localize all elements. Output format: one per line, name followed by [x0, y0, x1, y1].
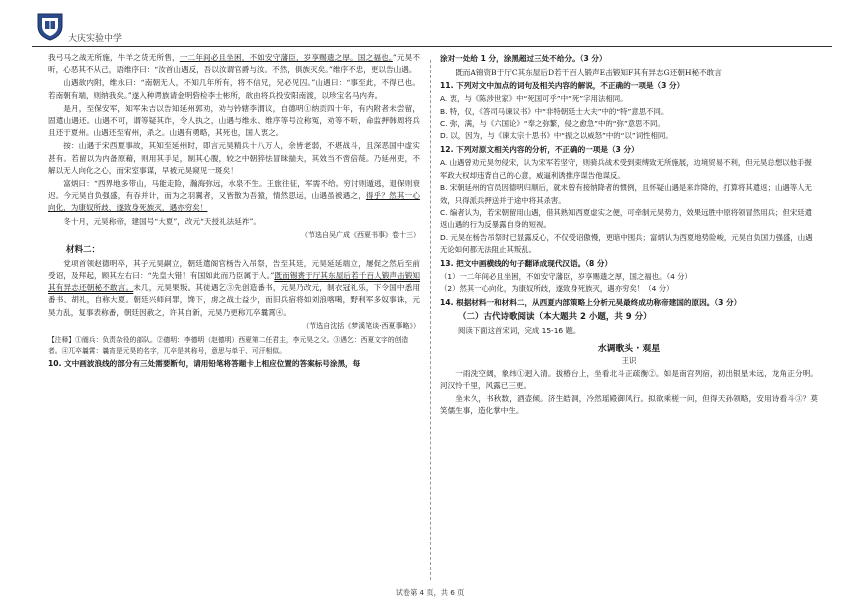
section-instruction: 阅读下面这首宋词，完成 15-16 题。 [458, 326, 581, 336]
footnotes: 【注释】①阍兵：负责杂役的部队。②德明：李德明（赵德明）西夏第二任君主，李元昊之父。③遇乞：西夏文字的创造者。④兀卒曩霄：曩宵是元昊的名字，兀卒是其称号，意思与单于、可汗相似。 [48, 335, 409, 355]
question-10-cont: 涂对一处给 1 分，涂黑超过三处不给分。（3 分） [440, 54, 607, 63]
passage-paragraph: 富炳曰：“西界地多带山，马能走险，瀚海弥远，水泉不生。王旅往征，军需不给。穷讨则遁逃，退保则衰迟。今元昊自负强盛，有吞并计，而为之羽翼者，又皆散为吾猿，情然思运，山遇虽被遇之，得乎？然其一心向化，为康奴所歧，遂致身死族灭，遇亦穷矣！ [48, 179, 421, 213]
question-10-sentence: 既而A锦资B于厅C其东屋后D若干百人锻声E击锻知F其有异志G还朝H秘不敢言 [455, 67, 722, 77]
option: C. 弥，满，与《六国论》“奉之弥繁，侵之愈急”中的“弥”意思不同。 [440, 119, 665, 129]
passage-paragraph: 党项首领赵德明卒，其子元昊嗣立，朝廷遣阁官杨告入吊祭，告至其廷，元昊延延端立，屡促之然后至前受诏，及拜起，顾其左右曰：“先皇大错！有国如此而乃臣属于人。”既而锡赉于厅其东屋后若千百人锻声击锻知其有异志还朝秘不敢言。未几，元昊果叛。其徒遇乞③先创造番书，元昊乃改元，制衣冠礼乐，下令国中悉用番书、胡礼，自称大夏。朝廷兴师问罪，馋下，虏之战士益少，而旧兵宿将如刘浪喀噶，野利军多奴事诛，元昊力乱，复事表称番，朝廷因赦之，许其自新，元昊乃更称兀卒曩霄④。 [48, 258, 421, 317]
option: B. 宋朝延州的官员因德明归顺后，就未曾有接纳降者的惯例，且怀疑山遇是来诈降的，打算将其遣返；山遇等人无效，只得派兵押送并于途中将其杀害。 [440, 183, 812, 205]
question-10: 10. 文中画波浪线的部分有三处需要断句，请用铅笔将答题卡上相应位置的答案标号涂黑，每 [48, 358, 361, 368]
left-column [48, 52, 420, 371]
poem-title: 水调歌头 · 观星 [597, 343, 661, 354]
source-citation: （节选自沈括《梦溪笔谈·西夏事略》） [302, 321, 420, 330]
option: A. 衷，与《陈涉世家》中“死国可乎”中“死”字用法相同。 [440, 94, 628, 104]
page-header [32, 6, 832, 48]
source-citation: （节选自吴广成《西夏书事》卷十三） [301, 230, 420, 239]
passage-paragraph: 是月，至保安军，知军朱吉以告知延州郭劝，劝与钤辖李渭议，自德明①纳贡四十年，有内附者未尝留，固遣山遇还。山遇不可，谓等疑其诈，令人执之，山遇与维永、维序等号泣称冤，劝等不听，命监押韩周将兵且还于夏州。山遇还至宥州，杀之。山遇有勇略，其死也，国人衷之。 [48, 103, 420, 138]
school-logo [32, 6, 68, 42]
passage-paragraph: 山遇欲内附，维永曰：“南朝无人，不知几年所有，将不信兄，兄必见囚。”山遇曰：“事至此，不得已也。若南朝有端，则纳我矣。”遂入种谔族请金明砦检李士彬所，欲由将兵投安阳南渡，以珍宝名马内奔。 [48, 78, 420, 100]
sub-question: （2）然其一心向化，为康奴所歧，遂致身死族灭，遇亦穷矣！（4 分） [440, 284, 674, 294]
section-heading: （二）古代诗歌阅读（本大题共 2 小题，共 9 分） [458, 312, 652, 323]
option: A. 山遇曾劝元昊勿侵宋，认为宋军若坚守，则骑兵战术受到束缚致无所施展，边境贸易不利，但元昊总想以他手握军政大权却违背自己的心意，威逼利诱推序谋告他谋反。 [440, 158, 812, 180]
passage-paragraph: 我弓马之战无所施，牛羊之货无所售，一二年间必且坐困，不如安守藩臣，岁享赐遗之厚。国之福也。”元昊不听，心恶其不从己，语维序曰：“汝首山遇反，吾以汝谓官爵与汝。不然，俱族灭矣。”维序不忠，更以告山遇。 [48, 53, 421, 75]
option: D. 元昊在杨告吊祭时已显露反心，不仅受诏傲慢，更暗中囤兵；富炳认为西夏地势险峻，元昊自负国力强盛，山遇无论如何都无法阻止其叛乱。 [440, 232, 813, 255]
poem-author: 王识 [621, 355, 637, 365]
material-heading: 材料二： [66, 244, 101, 255]
school-name: 大庆实验中学 [68, 33, 123, 43]
passage-paragraph: 冬十月，元昊称帝，建国号“大夏”，改元“天授礼法延祚”。 [63, 216, 261, 226]
question-12: 12. 下列对原文相关内容的分析，不正确的一项是（3 分） [440, 144, 639, 154]
page-footer: 试卷第 4 页，共 6 页 [395, 588, 465, 597]
question-13: 13. 把文中画横线的句子翻译成现代汉语。（8 分） [440, 258, 613, 268]
poem-stanza: 坐未久，书秋数，酒壶倾。济生皓洞，冷然瑶殿御风行。拟欲乘槎一问，但得天孙领略，安用诗看斗③？莫笑儒生事，造化掌中生。 [440, 394, 818, 416]
option: D. 以，因为，与《谏太宗十思书》中“振之以威怒”中的“以”词性相同。 [440, 131, 673, 141]
sub-question: （1）一二年间必且坐困，不如安守藩臣，岁享赐遗之厚，国之福也。（4 分） [440, 272, 692, 282]
option: C. 编者认为，若宋朝留用山遇，借其熟知西夏虚实之便，可牵制元昊势力，效果远胜中原将领冒然用兵；但宋廷遣返山遇的行为反暴露自身的短视。 [440, 207, 813, 230]
right-column [440, 52, 818, 419]
header-rule [32, 46, 832, 47]
column-divider [430, 60, 431, 580]
option: B. 特，仅，《答司马谏议书》中“非特朝廷士大夫”中的“特”意思不同。 [440, 106, 669, 116]
question-14: 14. 根据材料一和材料二，从西夏内部策略上分析元昊最终成功称帝建国的原因。（3 分） [440, 297, 742, 307]
question-11: 11. 下列对文中加点的词句及相关内容的解说，不正确的一项是（3 分） [440, 80, 685, 90]
passage-paragraph: 按：山遇于宋西夏事故，其知至延州时，即言元昊精兵十八万人，余皆老弱，不堪战斗，且深恶国中虚实甚有。若留以为内备原藉，则用其手足，制其心腹，较之中朝猝怯冒昧揣夫，其效当不啻倍蓰。乃延州吏，不解以无人向化之心，而宋室事谋，早被元昊窥见一斑矣！ [48, 141, 420, 175]
poem-stanza: 一雨洗空阔，象纬①迥入清。拔椿台上，坐看北斗正疏衡②。如是南宫列宿，初出银星未远，龙角正分明。河汉怜千里，风露已三更。 [440, 368, 818, 390]
